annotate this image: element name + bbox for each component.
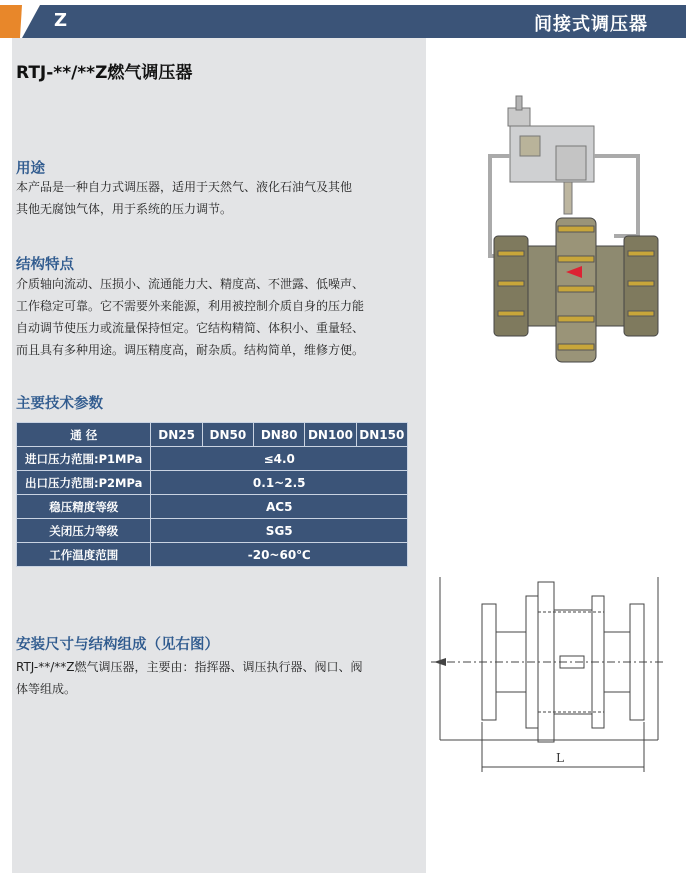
paragraph-line: 工作稳定可靠。它不需要外来能源，利用被控制介质自身的压力能: [16, 299, 365, 313]
section-heading-install: 安装尺寸与结构组成（见右图）: [16, 637, 219, 653]
section-heading-features: 结构特点: [16, 257, 74, 273]
row-label: 出口压力范围:P2MPa: [17, 471, 151, 495]
row-label: 关闭压力等级: [17, 519, 151, 543]
table-header-row: [17, 423, 408, 447]
table-row: [17, 543, 408, 567]
paragraph-line: 体等组成。: [16, 682, 77, 696]
row-value: SG5: [151, 519, 408, 543]
paragraph-line: 介质轴向流动、压损小、流通能力大、精度高、不泄露、低噪声、: [16, 277, 365, 291]
table-row: [17, 447, 408, 471]
row-label: 稳压精度等级: [17, 495, 151, 519]
size-cell: DN25: [151, 423, 202, 447]
row-value: 0.1~2.5: [151, 471, 408, 495]
paragraph-features: [16, 273, 410, 361]
table-row: [17, 471, 408, 495]
section-heading-use: 用途: [16, 161, 45, 177]
header-tab-icon: [0, 5, 40, 38]
row-label: 进口压力范围:P1MPa: [17, 447, 151, 471]
size-cell: DN50: [202, 423, 253, 447]
regulator-photo: [438, 86, 684, 376]
size-cell: DN150: [356, 423, 407, 447]
dimension-drawing: [426, 572, 686, 784]
paragraph-line: 而且具有多种用途。调压精度高，耐杂质。结构简单，维修方便。: [16, 343, 365, 357]
paragraph-line: 其他无腐蚀气体，用于系统的压力调节。: [16, 202, 233, 216]
paragraph-install: [16, 656, 410, 700]
paragraph-line: 自动调节使压力或流量保持恒定。它结构精简、体积小、重量轻、: [16, 321, 365, 335]
section-heading-params: 主要技术参数: [16, 396, 103, 412]
row-label: 工作温度范围: [17, 543, 151, 567]
spec-table: [16, 422, 408, 567]
row-value: -20~60℃: [151, 543, 408, 567]
table-header-label: 通 径: [17, 423, 151, 447]
paragraph-use: [16, 176, 410, 220]
table-row: [17, 519, 408, 543]
size-cell: DN80: [254, 423, 305, 447]
row-value: AC5: [151, 495, 408, 519]
dimension-label: L: [556, 751, 564, 765]
header-bar: [0, 5, 686, 38]
header-letter: Z: [54, 10, 68, 31]
product-title: RTJ-**/**Z燃气调压器: [16, 63, 193, 83]
table-row: [17, 495, 408, 519]
size-cell: DN100: [305, 423, 356, 447]
header-title: 间接式调压器: [534, 14, 648, 35]
paragraph-line: RTJ-**/**Z燃气调压器，主要由：指挥器、调压执行器、阀口、阀: [16, 660, 363, 674]
row-value: ≤4.0: [151, 447, 408, 471]
paragraph-line: 本产品是一种自力式调压器，适用于天然气、液化石油气及其他: [16, 180, 353, 194]
